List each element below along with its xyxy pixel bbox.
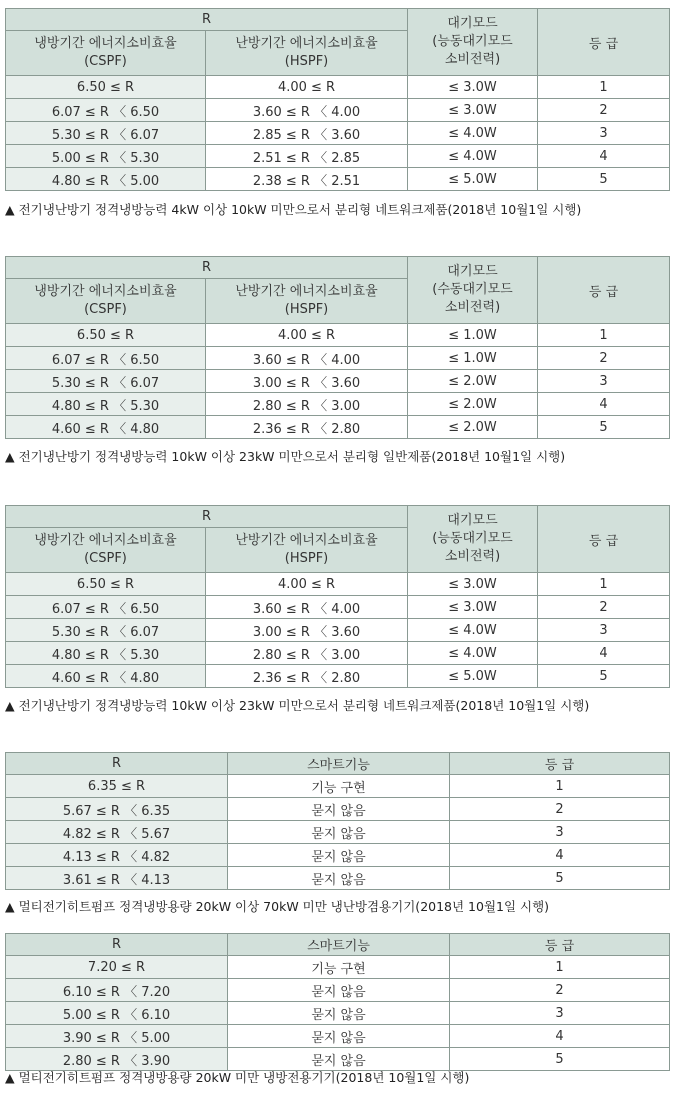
table-row [6,1002,670,1025]
hspf-cell: 3.60 ≤ R 〈 4.00 [206,99,408,122]
table-row [6,775,670,798]
hspf-cell: 2.36 ≤ R 〈 2.80 [206,416,408,439]
header-hspf: 난방기간 에너지소비효율 (HSPF) [206,528,408,573]
table-row [6,370,670,393]
standby-cell: ≤ 2.0W [408,416,538,439]
hspf-cell: 2.36 ≤ R 〈 2.80 [206,665,408,688]
cspf-cell: 5.30 ≤ R 〈 6.07 [6,122,206,145]
table-caption: ▲ 전기냉난방기 정격냉방능력 10kW 이상 23kW 미만으로서 분리형 네트워크제품(2018년 10월1일 시행) [5,698,590,713]
grade-cell: 5 [538,168,670,191]
cspf-cell: 5.30 ≤ R 〈 6.07 [6,370,206,393]
smart-cell: 기능 구현 [228,956,450,979]
table-row [6,324,670,347]
table-row [6,821,670,844]
smart-cell: 묻지 않음 [228,798,450,821]
cspf-cell: 6.50 ≤ R [6,324,206,347]
table-row [6,798,670,821]
grade-cell: 4 [538,642,670,665]
table-row [6,573,670,596]
r-cell: 6.10 ≤ R 〈 7.20 [6,979,228,1002]
table-row [6,979,670,1002]
table-caption: ▲ 전기냉난방기 정격냉방능력 10kW 이상 23kW 미만으로서 분리형 일반제품(2018년 10월1일 시행) [5,449,566,464]
grade-cell: 5 [450,1048,670,1071]
hspf-cell: 2.80 ≤ R 〈 3.00 [206,642,408,665]
smart-cell: 묻지 않음 [228,844,450,867]
table-row [6,596,670,619]
grade-cell: 1 [450,775,670,798]
table-row [6,844,670,867]
header-grade: 등 급 [538,257,670,324]
heatpump-table-1 [5,752,670,890]
table-row [6,347,670,370]
table-header-row [6,257,670,279]
r-cell: 6.35 ≤ R [6,775,228,798]
hspf-cell: 3.60 ≤ R 〈 4.00 [206,596,408,619]
hspf-cell: 4.00 ≤ R [206,573,408,596]
header-r: R [6,257,408,279]
grade-cell: 1 [450,956,670,979]
smart-cell: 묻지 않음 [228,821,450,844]
table-row [6,393,670,416]
r-cell: 4.13 ≤ R 〈 4.82 [6,844,228,867]
hspf-cell: 4.00 ≤ R [206,76,408,99]
grade-cell: 5 [450,867,670,890]
table-caption: ▲ 전기냉난방기 정격냉방능력 4kW 이상 10kW 미만으로서 분리형 네트워크제품(2018년 10월1일 시행) [5,202,582,217]
standby-cell: ≤ 3.0W [408,76,538,99]
table-row [6,168,670,191]
smart-cell: 묻지 않음 [228,1025,450,1048]
r-cell: 4.82 ≤ R 〈 5.67 [6,821,228,844]
standby-cell: ≤ 3.0W [408,99,538,122]
header-standby: 대기모드 (수동대기모드 소비전력) [408,257,538,324]
grade-cell: 1 [538,76,670,99]
table-header-row [6,753,670,775]
grade-cell: 4 [538,393,670,416]
header-r: R [6,934,228,956]
cspf-cell: 6.50 ≤ R [6,573,206,596]
r-cell: 3.90 ≤ R 〈 5.00 [6,1025,228,1048]
header-grade: 등 급 [450,934,670,956]
standby-cell: ≤ 3.0W [408,573,538,596]
heatpump-table-2 [5,933,670,1071]
table-header-row [6,934,670,956]
hspf-cell: 2.51 ≤ R 〈 2.85 [206,145,408,168]
r-cell: 2.80 ≤ R 〈 3.90 [6,1048,228,1071]
header-hspf: 난방기간 에너지소비효율 (HSPF) [206,279,408,324]
table-row [6,416,670,439]
header-cspf: 냉방기간 에너지소비효율 (CSPF) [6,31,206,76]
cspf-cell: 4.80 ≤ R 〈 5.30 [6,393,206,416]
cspf-cell: 4.80 ≤ R 〈 5.00 [6,168,206,191]
table-row [6,145,670,168]
table-row [6,642,670,665]
header-r: R [6,506,408,528]
grade-cell: 2 [450,798,670,821]
standby-cell: ≤ 4.0W [408,145,538,168]
standby-cell: ≤ 2.0W [408,393,538,416]
grade-cell: 4 [450,1025,670,1048]
cspf-cell: 4.80 ≤ R 〈 5.30 [6,642,206,665]
table-caption: ▲ 멀티전기히트펌프 정격냉방용량 20kW 미만 냉방전용기기(2018년 10월1일 시행) [5,1070,470,1085]
standby-cell: ≤ 1.0W [408,324,538,347]
cspf-cell: 6.07 ≤ R 〈 6.50 [6,99,206,122]
header-r: R [6,753,228,775]
grade-cell: 5 [538,416,670,439]
table-caption: ▲ 멀티전기히트펌프 정격냉방용량 20kW 이상 70kW 미만 냉난방겸용기기(2018년 10월1일 시행) [5,899,550,914]
cspf-cell: 6.07 ≤ R 〈 6.50 [6,347,206,370]
hspf-cell: 3.00 ≤ R 〈 3.60 [206,619,408,642]
table-row [6,1025,670,1048]
r-cell: 7.20 ≤ R [6,956,228,979]
grade-cell: 2 [538,99,670,122]
grade-cell: 3 [538,619,670,642]
grade-cell: 3 [450,821,670,844]
hspf-cell: 3.00 ≤ R 〈 3.60 [206,370,408,393]
table-row [6,122,670,145]
header-standby: 대기모드 (능동대기모드 소비전력) [408,506,538,573]
header-standby: 대기모드 (능동대기모드 소비전력) [408,9,538,76]
standby-cell: ≤ 4.0W [408,642,538,665]
grade-cell: 5 [538,665,670,688]
smart-cell: 묻지 않음 [228,867,450,890]
efficiency-table-1 [5,8,670,191]
r-cell: 5.00 ≤ R 〈 6.10 [6,1002,228,1025]
cspf-cell: 6.07 ≤ R 〈 6.50 [6,596,206,619]
grade-cell: 2 [450,979,670,1002]
hspf-cell: 2.38 ≤ R 〈 2.51 [206,168,408,191]
grade-cell: 3 [538,122,670,145]
standby-cell: ≤ 5.0W [408,168,538,191]
table-row [6,665,670,688]
table-row [6,76,670,99]
header-smart: 스마트기능 [228,934,450,956]
table-header-row [6,506,670,528]
standby-cell: ≤ 4.0W [408,619,538,642]
hspf-cell: 2.85 ≤ R 〈 3.60 [206,122,408,145]
table-row [6,867,670,890]
grade-cell: 2 [538,596,670,619]
header-grade: 등 급 [450,753,670,775]
header-cspf: 냉방기간 에너지소비효율 (CSPF) [6,528,206,573]
cspf-cell: 4.60 ≤ R 〈 4.80 [6,665,206,688]
standby-cell: ≤ 1.0W [408,347,538,370]
standby-cell: ≤ 5.0W [408,665,538,688]
smart-cell: 묻지 않음 [228,1048,450,1071]
efficiency-table-3 [5,505,670,688]
cspf-cell: 5.00 ≤ R 〈 5.30 [6,145,206,168]
smart-cell: 묻지 않음 [228,979,450,1002]
table-row [6,99,670,122]
smart-cell: 기능 구현 [228,775,450,798]
table-row [6,956,670,979]
grade-cell: 1 [538,573,670,596]
cspf-cell: 5.30 ≤ R 〈 6.07 [6,619,206,642]
grade-cell: 3 [450,1002,670,1025]
standby-cell: ≤ 3.0W [408,596,538,619]
grade-cell: 4 [450,844,670,867]
header-hspf: 난방기간 에너지소비효율 (HSPF) [206,31,408,76]
table-row [6,619,670,642]
efficiency-table-2 [5,256,670,439]
cspf-cell: 4.60 ≤ R 〈 4.80 [6,416,206,439]
standby-cell: ≤ 4.0W [408,122,538,145]
cspf-cell: 6.50 ≤ R [6,76,206,99]
standby-cell: ≤ 2.0W [408,370,538,393]
hspf-cell: 4.00 ≤ R [206,324,408,347]
r-cell: 3.61 ≤ R 〈 4.13 [6,867,228,890]
header-r: R [6,9,408,31]
header-cspf: 냉방기간 에너지소비효율 (CSPF) [6,279,206,324]
hspf-cell: 2.80 ≤ R 〈 3.00 [206,393,408,416]
grade-cell: 1 [538,324,670,347]
grade-cell: 4 [538,145,670,168]
header-grade: 등 급 [538,506,670,573]
header-smart: 스마트기능 [228,753,450,775]
grade-cell: 2 [538,347,670,370]
r-cell: 5.67 ≤ R 〈 6.35 [6,798,228,821]
hspf-cell: 3.60 ≤ R 〈 4.00 [206,347,408,370]
header-grade: 등 급 [538,9,670,76]
grade-cell: 3 [538,370,670,393]
smart-cell: 묻지 않음 [228,1002,450,1025]
table-header-row [6,9,670,31]
